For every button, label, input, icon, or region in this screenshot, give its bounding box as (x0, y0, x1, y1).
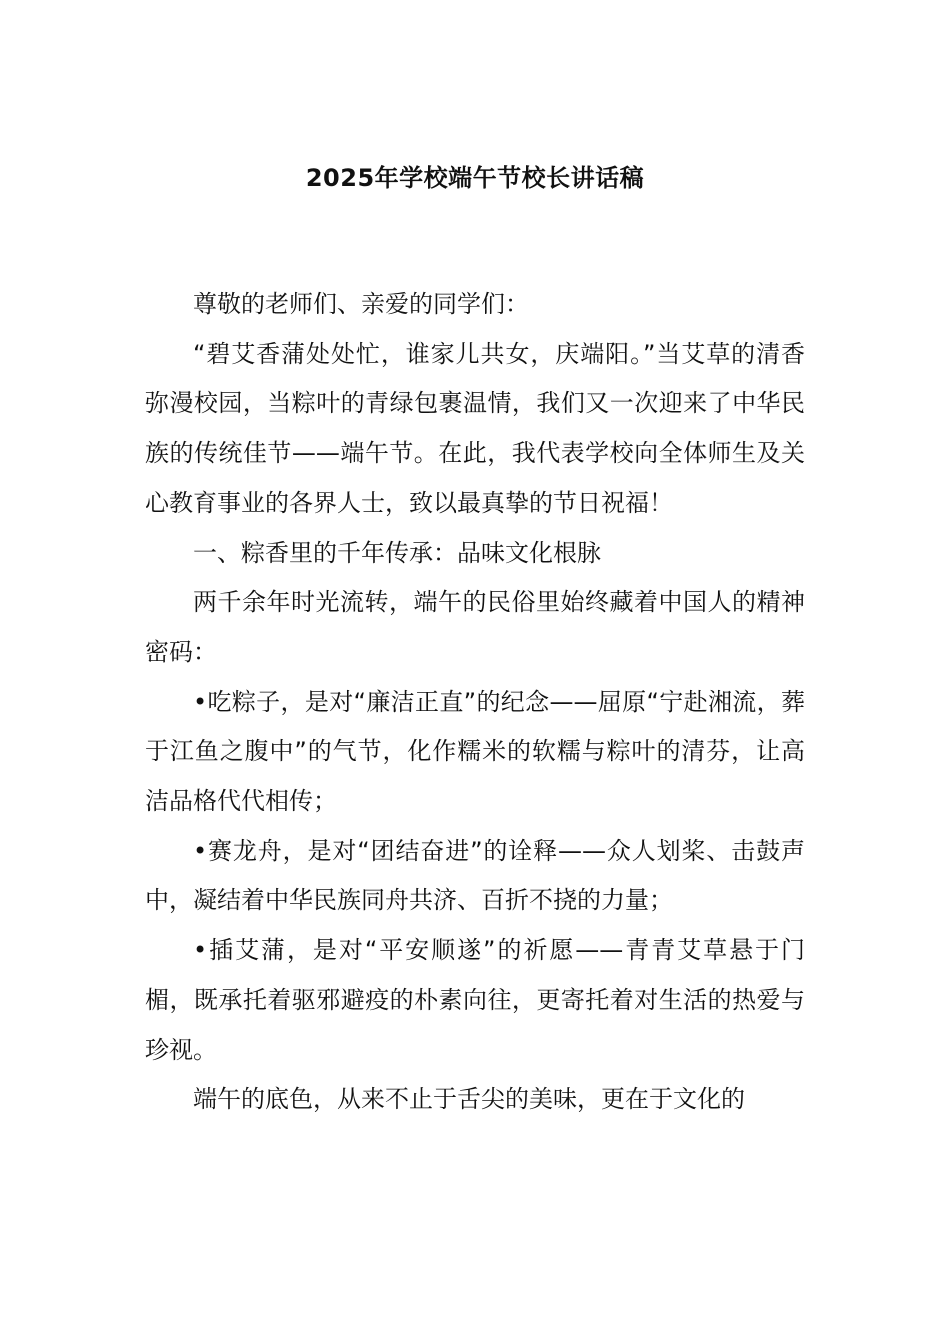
document-title: 2025年学校端午节校长讲话稿 (305, 164, 645, 192)
bullet-paragraph-mugwort: •插艾蒲，是对“平安顺遂”的祈愿——青青艾草悬于门楣，既承托着驱邪避疫的朴素向往，更寄托着对生活的热爱与珍视。 (145, 936, 805, 1064)
opening-paragraph: “碧艾香蒲处处忙，谁家儿共女，庆端阳。”当艾草的清香弥漫校园，当粽叶的青绿包裹温情，我们又一次迎来了中华民族的传统佳节——端午节。在此，我代表学校向全体师生及关心教育事业的各界人士，致以最真挚的节日祝福！ (145, 339, 805, 517)
bullet-paragraph-dragon-boat: •赛龙舟，是对“团结奋进”的诠释——众人划桨、击鼓声中，凝结着中华民族同舟共济、百折不挠的力量； (145, 836, 805, 915)
closing-paragraph: 端午的底色，从来不止于舌尖的美味，更在于文化的 (193, 1085, 745, 1114)
bullet-paragraph-zongzi: •吃粽子，是对“廉洁正直”的纪念——屈原“宁赴湘流，葬于江鱼之腹中”的气节，化作糯米的软糯与粽叶的清芬，让高洁品格代代相传； (145, 687, 805, 816)
section-heading: 一、粽香里的千年传承：品味文化根脉 (193, 538, 601, 567)
salutation-paragraph: 尊敬的老师们、亲爱的同学们： (193, 290, 529, 318)
document-body (145, 280, 805, 1125)
intro-paragraph: 两千余年时光流转，端午的民俗里始终藏着中国人的精神密码： (145, 588, 805, 666)
